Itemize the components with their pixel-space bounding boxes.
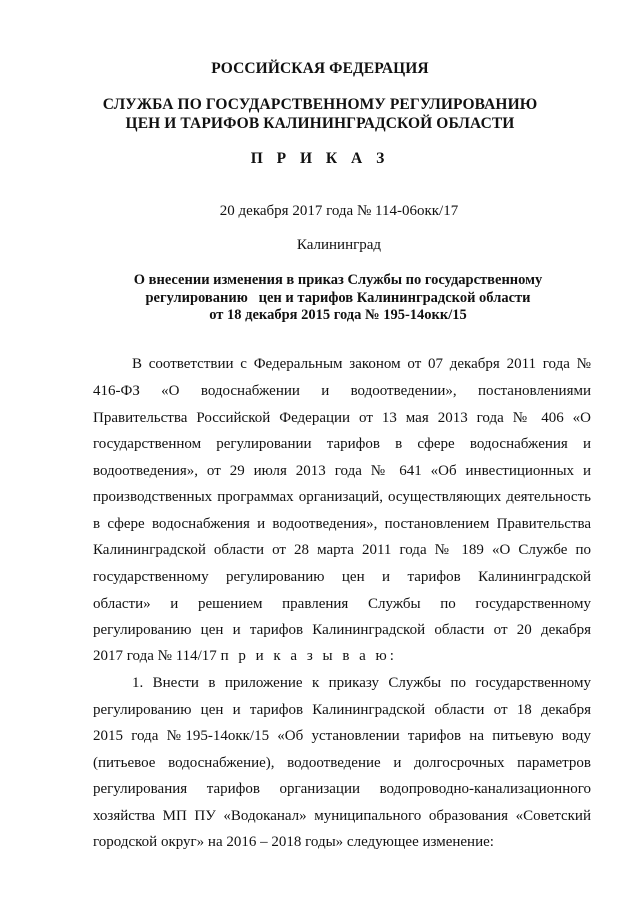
- country-heading: РОССИЙСКАЯ ФЕДЕРАЦИЯ: [211, 60, 429, 77]
- date-and-number: 20 декабря 2017 года № 114-06окк/17: [219, 203, 459, 219]
- preamble-line: водоотведения», от 29 июля 2013 года № 641 «Об инвестиционных и: [93, 463, 591, 479]
- agency-heading-line1: СЛУЖБА ПО ГОСУДАРСТВЕННОМУ РЕГУЛИРОВАНИЮ: [102, 96, 538, 113]
- subject-line3: от 18 декабря 2015 года № 195-14окк/15: [209, 307, 467, 323]
- item-line: регулирования тарифов организации водопроводно-канализационного: [93, 781, 591, 797]
- preamble-line: 416-ФЗ «О водоснабжении и водоотведении», постановлениями: [93, 383, 591, 399]
- preamble-line: производственных программах организаций, осуществляющих деятельность: [93, 489, 591, 505]
- preamble-line: области» и решением правления Службы по государственному: [93, 596, 591, 612]
- preamble-line: государственном регулировании тарифов в сфере водоснабжения и: [93, 436, 591, 452]
- item-line: 2015 года №195-14окк/15 «Об установлении тарифов на питьевую воду: [93, 728, 591, 744]
- subject-line2: регулированию цен и тарифов Калининградской области: [145, 290, 531, 306]
- preamble-line: Правительства Российской Федерации от 13 мая 2013 года № 406 «О: [93, 410, 591, 426]
- agency-heading-line2: ЦЕН И ТАРИФОВ КАЛИНИНГРАДСКОЙ ОБЛАСТИ: [125, 115, 515, 132]
- document-type-title: П Р И К А З: [250, 150, 390, 167]
- preamble-last-line: [93, 648, 591, 665]
- preamble-line: в сфере водоснабжения и водоотведения», постановлением Правительства: [93, 516, 591, 532]
- order-directive-word: п р и к а з ы в а ю:: [220, 648, 397, 664]
- subject-line1: О внесении изменения в приказ Службы по государственному: [133, 272, 543, 288]
- preamble-line: регулированию цен и тарифов Калининградской области от 20 декабря: [93, 622, 591, 638]
- item-line: хозяйства МП ПУ «Водоканал» муниципального образования «Советский: [93, 808, 591, 824]
- item-line: регулированию цен и тарифов Калининградской области от 18 декабря: [93, 702, 591, 718]
- item-line: (питьевое водоснабжение), водоотведение и долгосрочных параметров: [93, 755, 591, 771]
- preamble-last-line-text: 2017 года № 114/17: [93, 648, 221, 664]
- preamble-line: В соответствии с Федеральным законом от 07 декабря 2011 года №: [132, 356, 591, 372]
- preamble-line: государственному регулированию цен и тарифов Калининградской: [93, 569, 591, 585]
- item-line: 1. Внести в приложение к приказу Службы по государственному: [132, 675, 591, 691]
- item-line: городской округ» на 2016 – 2018 годы» следующее изменение:: [93, 834, 494, 850]
- preamble-line: Калининградской области от 28 марта 2011 года № 189 «О Службе по: [93, 542, 591, 558]
- city-name: Калининград: [296, 237, 382, 253]
